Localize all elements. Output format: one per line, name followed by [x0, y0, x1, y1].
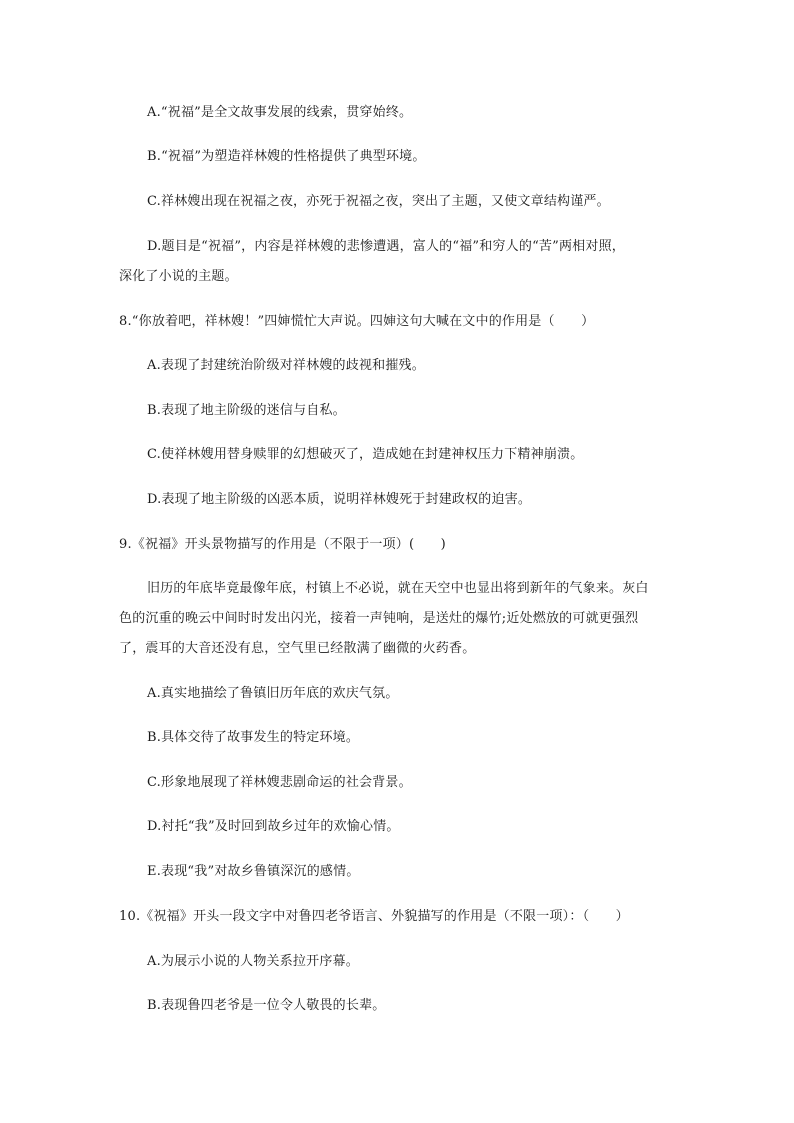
- q7-option-d-line1: D.题目是“祝福”，内容是祥林嫂的悲惨遭遇，富人的“福”和穷人的“苦”两相对照，: [147, 239, 625, 254]
- q7-option-d-line2: 深化了小说的主题。: [119, 269, 238, 284]
- q8-option-d: D.表现了地主阶级的凶恶本质，说明祥林嫂死于封建政权的迫害。: [147, 492, 532, 507]
- q7-option-a: A.“祝福”是全文故事发展的线索，贯穿始终。: [147, 105, 413, 120]
- q9-option-e: E.表现“我”对故乡鲁镇深沉的感情。: [147, 864, 360, 879]
- q9-stem: 9.《祝福》开头景物描写的作用是（不限于一项）( ): [119, 537, 446, 552]
- q9-passage-line3: 了，震耳的大音还没有息，空气里已经散满了幽微的火药香。: [119, 641, 476, 656]
- q9-option-a: A.真实地描绘了鲁镇旧历年底的欢庆气氛。: [147, 686, 399, 701]
- q9-option-c: C.形象地展现了祥林嫂悲剧命运的社会背景。: [147, 775, 412, 790]
- q7-option-c: C.祥林嫂出现在祝福之夜，亦死于祝福之夜，突出了主题，又使文章结构谨严。: [147, 194, 610, 209]
- q9-passage-line2: 色的沉重的晚云中间时时发出闪光，接着一声钝响，是送灶的爆竹;近处燃放的可就更强烈: [119, 611, 639, 626]
- q8-stem: 8.“你放着吧，祥林嫂！”四婶慌忙大声说。四婶这句大喊在文中的作用是（ ）: [119, 314, 595, 329]
- q7-option-b: B.“祝福”为塑造祥林嫂的性格提供了典型环境。: [147, 149, 426, 164]
- q8-option-c: C.使祥林嫂用替身赎罪的幻想破灭了，造成她在封建神权压力下精神崩溃。: [147, 447, 584, 462]
- q10-option-b: B.表现鲁四老爷是一位令人敬畏的长辈。: [147, 998, 386, 1013]
- q8-option-a: A.表现了封建统治阶级对祥林嫂的歧视和摧残。: [147, 358, 425, 373]
- q9-option-d: D.衬托“我”及时回到故乡过年的欢愉心情。: [147, 819, 400, 834]
- q8-option-b: B.表现了地主阶级的迷信与自私。: [147, 403, 346, 418]
- q10-option-a: A.为展示小说的人物关系拉开序幕。: [147, 954, 359, 969]
- q9-option-b: B.具体交待了故事发生的特定环境。: [147, 730, 360, 745]
- q9-passage-line1: 旧历的年底毕竟最像年底，村镇上不必说，就在天空中也显出将到新年的气象来。灰白: [147, 581, 649, 596]
- q10-stem: 10.《祝福》开头一段文字中对鲁四老爷语言、外貌描写的作用是（不限一项）：（ ）: [119, 909, 629, 924]
